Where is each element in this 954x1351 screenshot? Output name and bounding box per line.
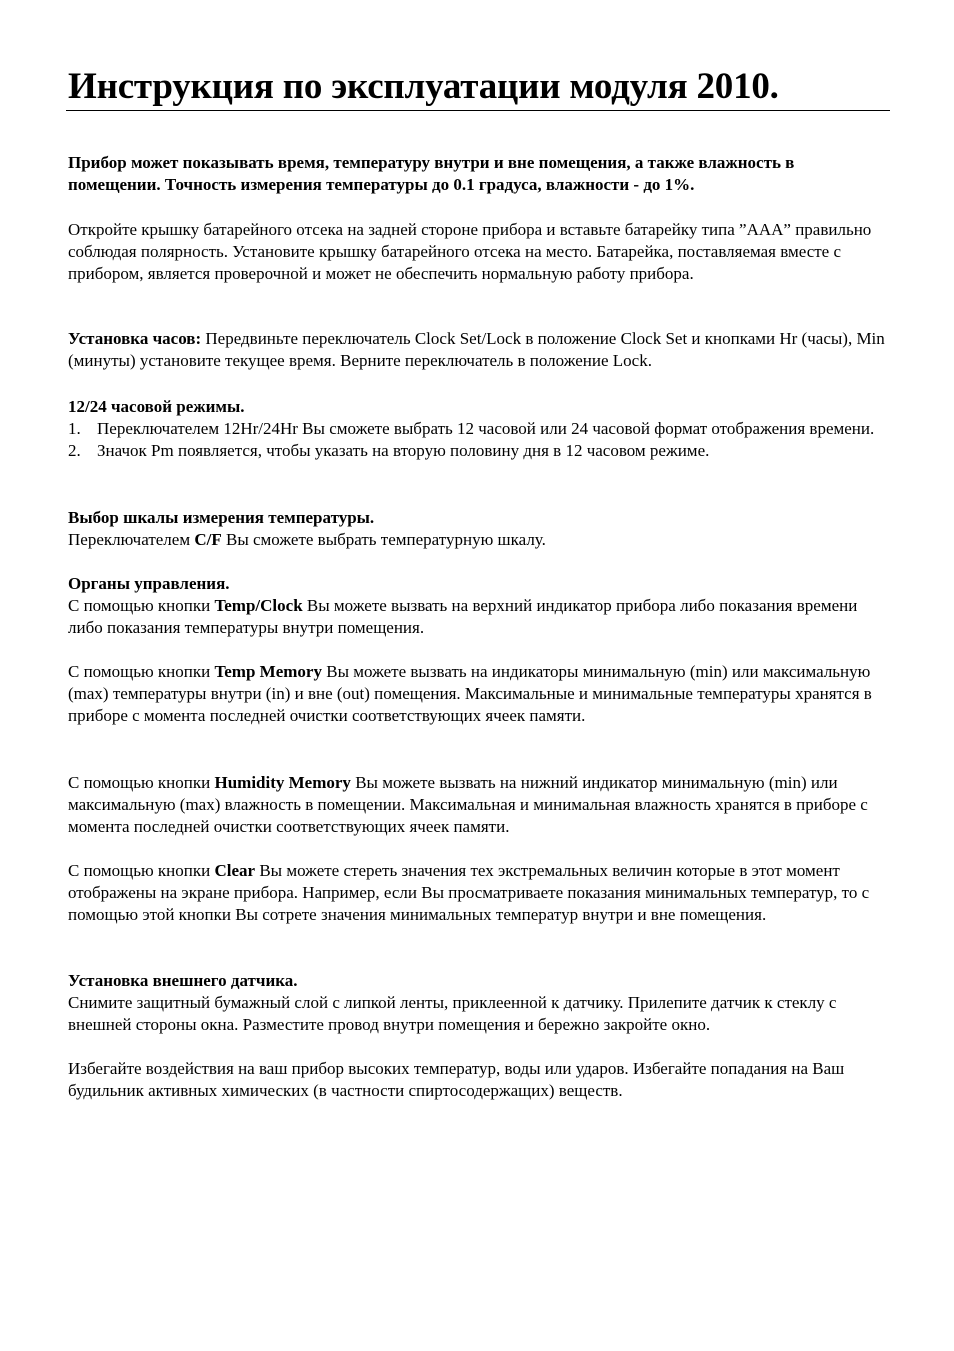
scale-key: C/F <box>194 530 222 549</box>
humidity-memory-key: Humidity Memory <box>214 773 351 792</box>
battery-text: Откройте крышку батарейного отсека на задней стороне прибора и вставьте батарейку типа ”AAA” правильно соблюдая полярность. Установите крышку батарейного отсека на место. Батарейка, поставляемая вместе с прибором, является проверочной и может не обеспечить нормальную работу прибора. <box>68 220 872 283</box>
scale-heading: Выбор шкалы измерения температуры. <box>68 508 375 527</box>
clock-paragraph <box>68 328 890 372</box>
temp-memory-section <box>68 661 890 727</box>
clear-text-pre: С помощью кнопки <box>68 861 215 880</box>
clear-section <box>68 860 890 926</box>
temp-memory-text-pre: С помощью кнопки <box>68 662 215 681</box>
scale-section <box>68 507 890 551</box>
temp-memory-paragraph <box>68 661 890 727</box>
temp-clock-key: Temp/Clock <box>214 596 303 615</box>
controls-heading: Органы управления. <box>68 574 230 593</box>
scale-text-pre: Переключателем <box>68 530 195 549</box>
sensor-text: Снимите защитный бумажный слой с липкой ленты, приклеенной к датчику. Прилепите датчик к стеклу с внешней стороны окна. Разместите провод внутри помещения и бережно закройте окно. <box>68 993 837 1034</box>
list-item <box>68 418 890 440</box>
clock-section <box>68 328 890 372</box>
temp-clock-text-post: Вы можете вызвать на верхний индикатор прибора либо показания времени либо показания температуры внутри помещения. <box>68 596 858 637</box>
humidity-memory-text-pre: С помощью кнопки <box>68 773 215 792</box>
clear-paragraph <box>68 860 890 926</box>
clock-heading: Установка часов: <box>68 329 202 348</box>
clear-text-post: Вы можете стереть значения тех экстремальных величин которые в этот момент отображены на экране прибора. Например, если Вы просматриваете показания минимальных температур, то с помощью этой кнопки Вы сотрете значения минимальных температур внутри и вне помещения. <box>68 861 870 924</box>
modes-list <box>68 418 890 462</box>
list-item-number: 2. <box>68 441 81 460</box>
temp-clock-paragraph <box>68 595 890 639</box>
scale-paragraph <box>68 529 890 551</box>
list-item-number: 1. <box>68 419 81 438</box>
humidity-memory-paragraph <box>68 772 890 838</box>
sensor-heading: Установка внешнего датчика. <box>68 971 298 990</box>
sensor-section <box>68 970 890 1036</box>
humidity-memory-section <box>68 772 890 838</box>
intro-text: Прибор может показывать время, температуру внутри и вне помещения, а также влажность в помещении. Точность измерения температуры до 0.1 градуса, влажности - до 1%. <box>68 153 795 194</box>
warning-section <box>68 1058 890 1102</box>
temp-memory-text-post: Вы можете вызвать на индикаторы минимальную (min) или максимальную (max) температуры внутри (in) и вне (out) помещения. Максимальные и минимальные температуры хранятся в приборе с момента последней очистки соответствующих ячеек памяти. <box>68 662 872 725</box>
list-item-text: Значок Pm появляется, чтобы указать на вторую половину дня в 12 часовом режиме. <box>97 441 710 460</box>
modes-section <box>68 396 890 462</box>
clock-text: Передвиньте переключатель Clock Set/Lock в положение Clock Set и кнопками Hr (часы), Min (минуты) установите текущее время. Верните переключатель в положение Lock. <box>68 329 885 370</box>
document-page <box>68 66 890 1100</box>
list-item <box>68 440 890 462</box>
humidity-memory-text-post: Вы можете вызвать на нижний индикатор минимальную (min) или максимальную (max) влажность в помещении. Максимальная и минимальная влажность хранятся в приборе с момента последней очистки соответствующих ячеек памяти. <box>68 773 868 836</box>
title-underline <box>66 110 890 111</box>
intro-paragraph <box>68 152 890 196</box>
battery-paragraph <box>68 219 890 285</box>
controls-section <box>68 573 890 639</box>
temp-memory-key: Temp Memory <box>214 662 322 681</box>
page-title: Инструкция по эксплуатации модуля 2010. <box>68 66 779 107</box>
temp-clock-text-pre: С помощью кнопки <box>68 596 215 615</box>
list-item-text: Переключателем 12Hr/24Hr Вы сможете выбрать 12 часовой или 24 часовой формат отображения времени. <box>97 419 875 438</box>
scale-text-post: Вы сможете выбрать температурную шкалу. <box>221 530 546 549</box>
modes-heading: 12/24 часовой режимы. <box>68 397 245 416</box>
clear-key: Clear <box>214 861 256 880</box>
warning-text: Избегайте воздействия на ваш прибор высоких температур, воды или ударов. Избегайте попадания на Ваш будильник активных химических (в частности спиртосодержащих) веществ. <box>68 1059 845 1100</box>
